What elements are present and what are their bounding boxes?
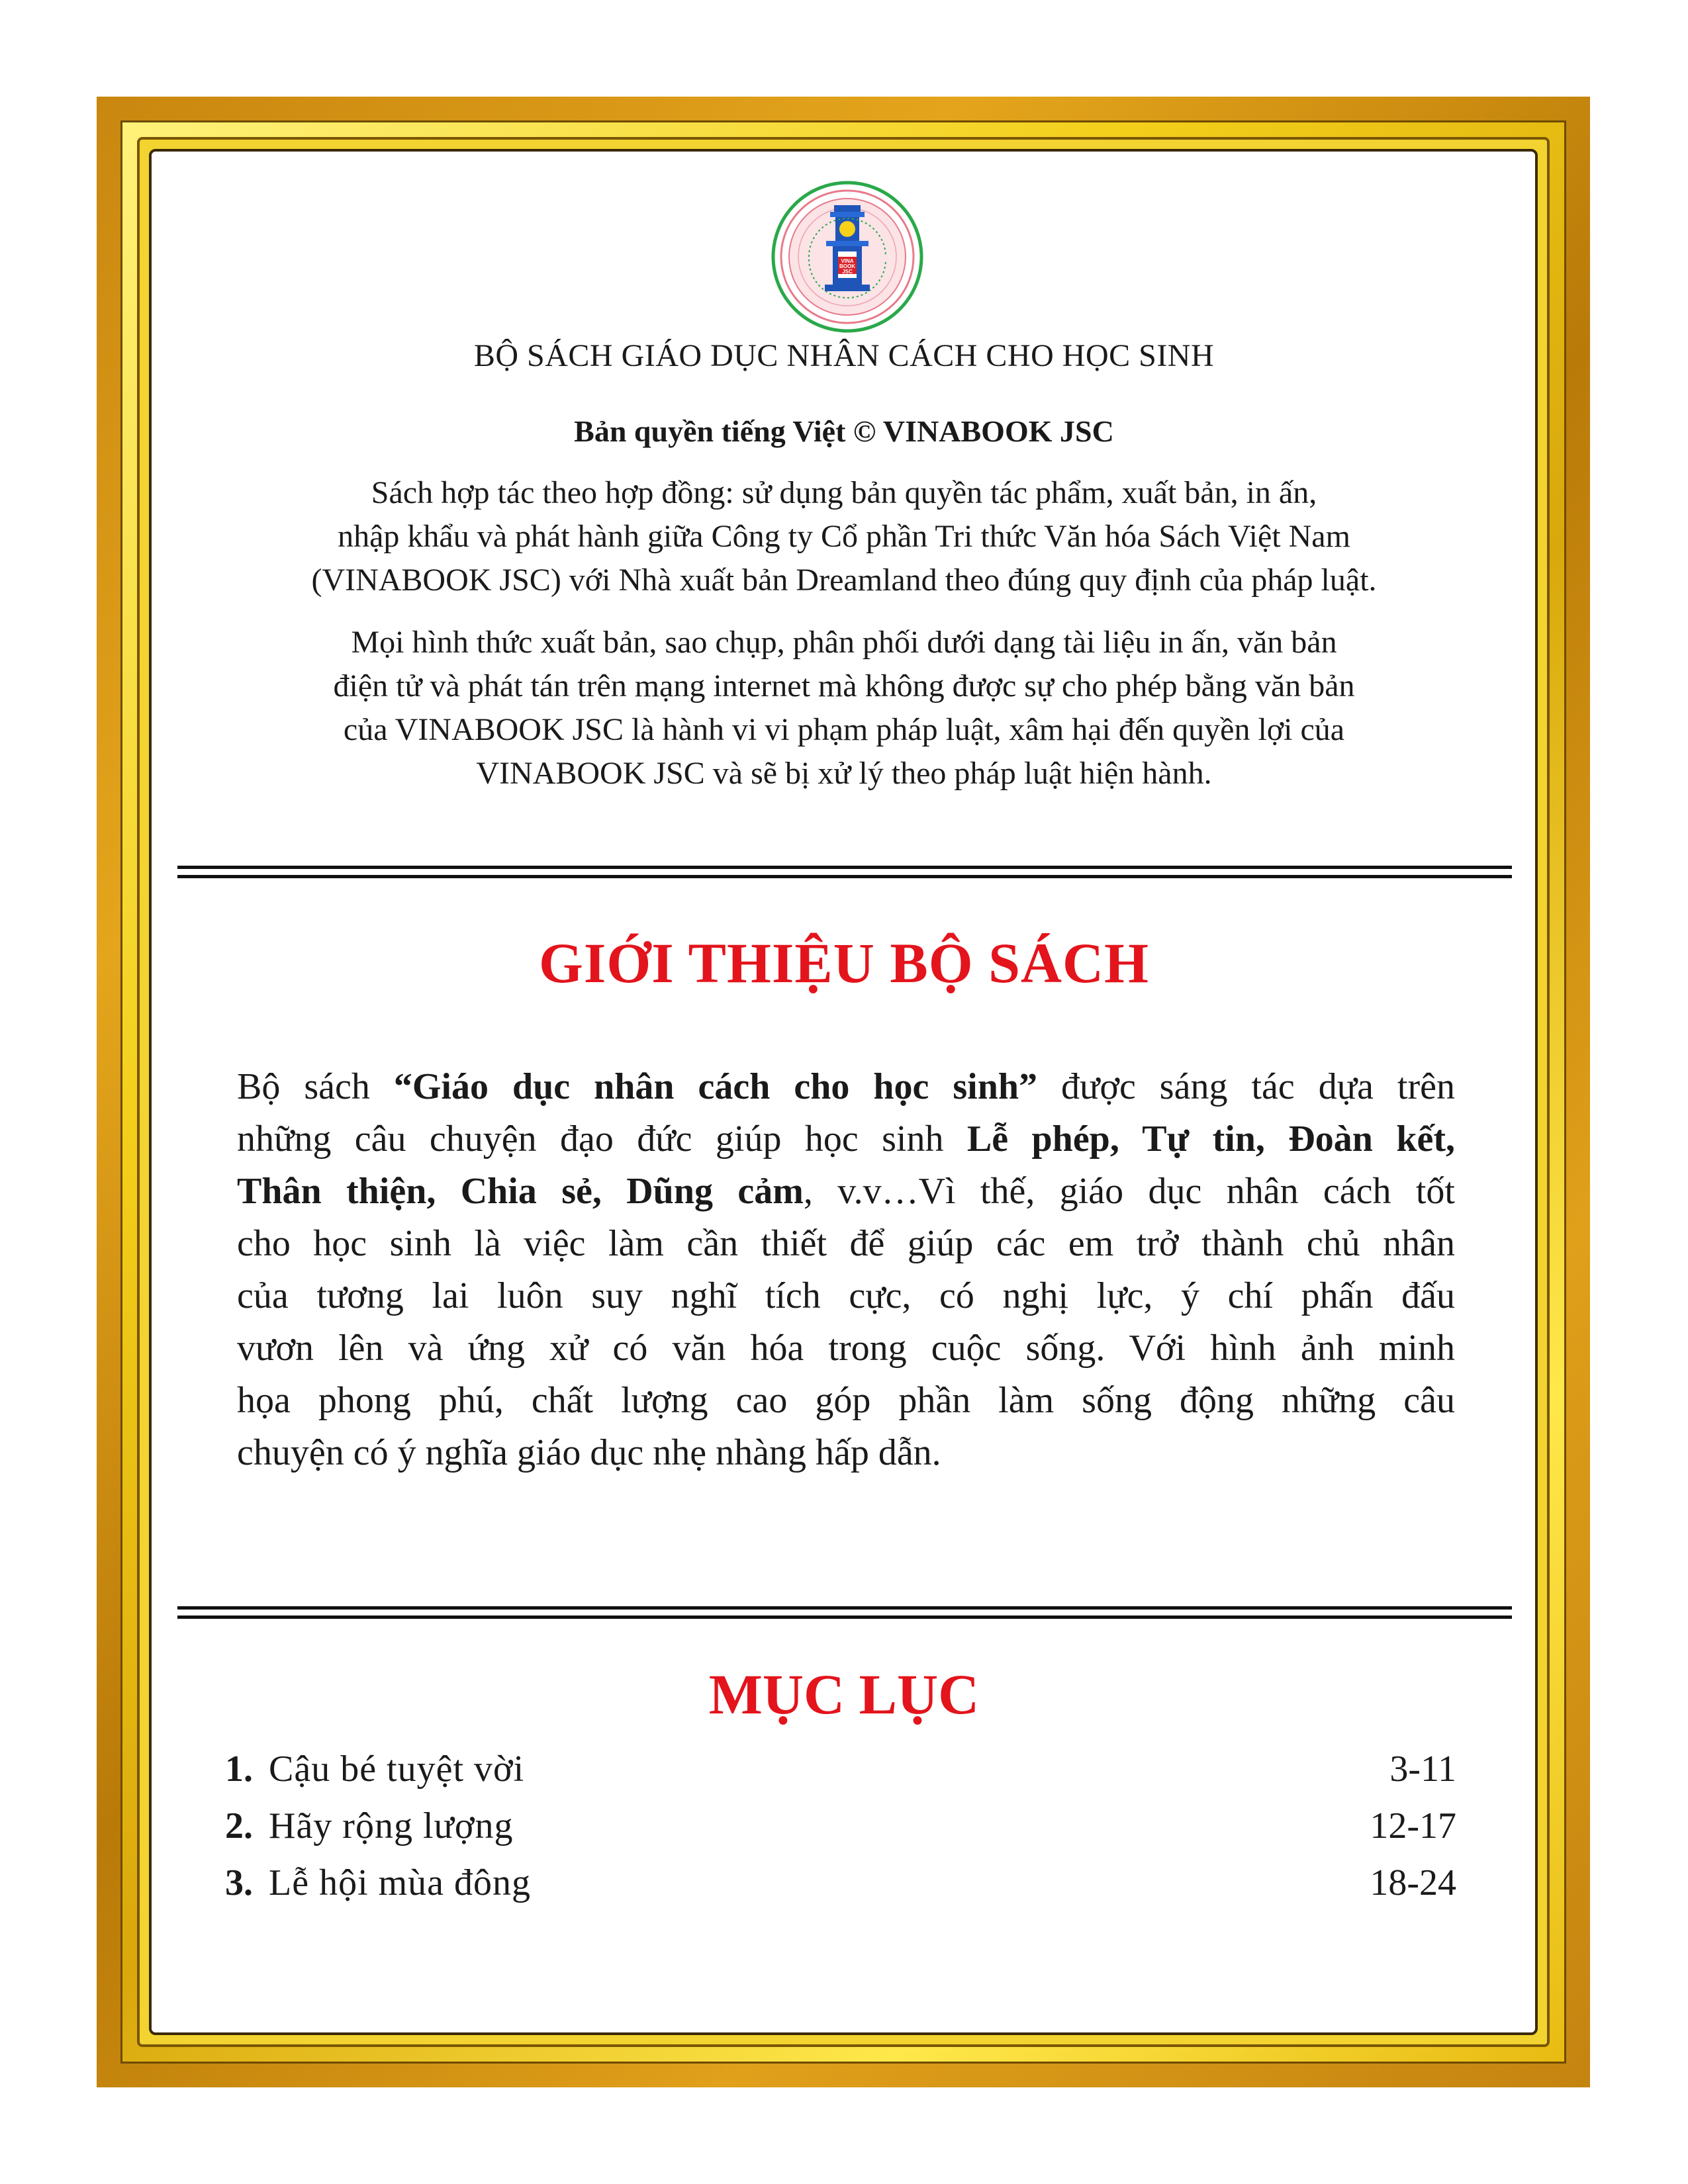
- svg-text:BOOK: BOOK: [839, 263, 855, 269]
- svg-text:JSC: JSC: [842, 269, 853, 275]
- intro-line: cho học sinh là việc làm cần thiết để giúp các em trở thành chủ nhân: [237, 1223, 1455, 1264]
- section-divider: [177, 1606, 1512, 1621]
- intro-body: [237, 1061, 1455, 1479]
- toc-item-number: 2.: [225, 1805, 253, 1846]
- toc-item-number: 3.: [225, 1862, 253, 1903]
- section-divider: [177, 866, 1512, 880]
- warning-line: điện tử và phát tán trên mạng internet mà không được sự cho phép bằng văn bản: [333, 668, 1355, 704]
- toc-item[interactable]: [225, 1854, 1456, 1911]
- intro-line: vươn lên và ứng xử có văn hóa trong cuộc sống. Với hình ảnh minh: [237, 1328, 1455, 1369]
- intro-line: họa phong phú, chất lượng cao góp phần làm sống động những câu: [237, 1380, 1455, 1421]
- warning-line: Mọi hình thức xuất bản, sao chụp, phân phối dưới dạng tài liệu in ấn, văn bản: [351, 625, 1337, 660]
- toc-item[interactable]: [225, 1797, 1456, 1854]
- intro-line: những câu chuyện đạo đức giúp học sinh Lễ phép, Tự tin, Đoàn kết,: [237, 1118, 1455, 1160]
- agreement-line: (VINABOOK JSC) với Nhà xuất bản Dreamland theo đúng quy định của pháp luật.: [311, 563, 1377, 598]
- warning-line: VINABOOK JSC và sẽ bị xử lý theo pháp luật hiện hành.: [476, 756, 1212, 791]
- intro-line: của tương lai luôn suy nghĩ tích cực, có nghị lực, ý chí phấn đấu: [237, 1275, 1455, 1316]
- toc-item-title: Hãy rộng lượng: [269, 1805, 514, 1846]
- table-of-contents: [225, 1741, 1456, 1911]
- toc-heading: MỤC LỤC: [708, 1662, 980, 1726]
- intro-line: Bộ sách “Giáo dục nhân cách cho học sinh” được sáng tác dựa trên: [237, 1066, 1455, 1107]
- intro-line: chuyện có ý nghĩa giáo dục nhẹ nhàng hấp dẫn.: [237, 1432, 941, 1473]
- toc-item-pages: 3-11: [1389, 1749, 1456, 1790]
- series-title: BỘ SÁCH GIÁO DỤC NHÂN CÁCH CHO HỌC SINH: [473, 338, 1215, 373]
- toc-item-number: 1.: [225, 1749, 253, 1790]
- intro-line: Thân thiện, Chia sẻ, Dũng cảm, v.v…Vì thế, giáo dục nhân cách tốt: [237, 1171, 1455, 1212]
- intro-heading: GIỚI THIỆU BỘ SÁCH: [538, 931, 1150, 995]
- agreement-line: nhập khẩu và phát hành giữa Công ty Cổ phần Tri thức Văn hóa Sách Việt Nam: [338, 519, 1350, 554]
- agreement-line: Sách hợp tác theo hợp đồng: sử dụng bản quyền tác phẩm, xuất bản, in ấn,: [371, 475, 1317, 510]
- toc-item-title: Cậu bé tuyệt vời: [269, 1749, 525, 1790]
- agreement-paragraph: [192, 471, 1496, 602]
- toc-item-pages: 18-24: [1370, 1862, 1456, 1903]
- toc-item[interactable]: [225, 1741, 1456, 1797]
- svg-text:VINA: VINA: [841, 258, 854, 264]
- warning-line: của VINABOOK JSC là hành vi vi phạm pháp luật, xâm hại đến quyền lợi của: [343, 712, 1345, 747]
- toc-item-title: Lễ hội mùa đông: [269, 1862, 532, 1903]
- rights-warning-paragraph: [192, 621, 1496, 796]
- toc-item-pages: 12-17: [1370, 1805, 1456, 1846]
- vinabook-logo-icon: [769, 179, 925, 335]
- copyright-notice: Bản quyền tiếng Việt © VINABOOK JSC: [574, 414, 1114, 448]
